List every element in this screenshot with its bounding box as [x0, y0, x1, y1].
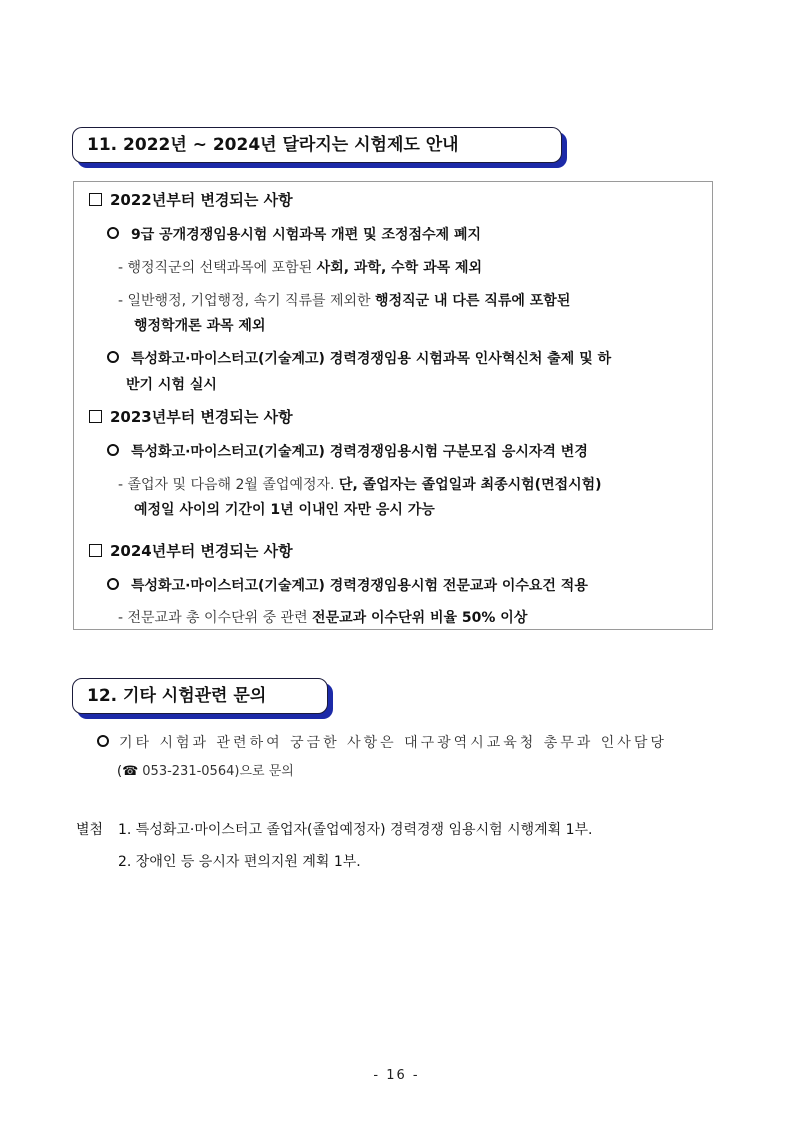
- square-bullet-icon: [89, 193, 102, 206]
- paren-open: (: [117, 764, 123, 779]
- detail-2022-2: [118, 290, 570, 310]
- section-11-title-text: 11. 2022년 ~ 2024년 달라지는 시험제도 안내: [87, 135, 459, 155]
- item-2024-1: [107, 575, 588, 595]
- item-2022-2: [107, 348, 611, 368]
- item-2022-1-text: 9급 공개경쟁임용시험 시험과목 개편 및 조정점수제 폐지: [131, 227, 482, 243]
- heading-2023: [89, 406, 293, 427]
- phone-icon: ☎: [122, 764, 139, 779]
- detail-2023-1: [118, 474, 602, 494]
- square-bullet-icon: [89, 544, 102, 557]
- circle-bullet-icon: [107, 227, 119, 239]
- section-11-title: [72, 127, 562, 163]
- detail-bold-text: 단, 졸업자는 졸업일과 최종시험(면접시험): [338, 477, 602, 493]
- detail-bold-text: 전문교과 이수단위 비율 50% 이상: [312, 610, 528, 626]
- circle-bullet-icon: [97, 735, 109, 747]
- square-bullet-icon: [89, 410, 102, 423]
- item-2022-2-text: 특성화고·마이스터고(기술계고) 경력경쟁임용 시험과목 인사혁신처 출제 및 하: [131, 351, 612, 367]
- detail-text: - 행정직군의 선택과목에 포함된: [118, 260, 317, 276]
- item-2023-1-text: 특성화고·마이스터고(기술계고) 경력경쟁임용시험 구분모집 응시자격 변경: [131, 444, 588, 460]
- attachment-item-2: 2. 장애인 등 응시자 편의지원 계획 1부.: [118, 854, 361, 870]
- detail-text: - 전문교과 총 이수단위 중 관련: [118, 610, 313, 626]
- attachment-item-1: 1. 특성화고·마이스터고 졸업자(졸업예정자) 경력경쟁 임용시험 시행계획 1부.: [118, 822, 593, 838]
- detail-2022-2-cont: 행정학개론 과목 제외: [134, 318, 266, 334]
- detail-bold-text: 사회, 과학, 수학 과목 제외: [316, 260, 483, 276]
- detail-text: - 일반행정, 기업행정, 속기 직류를 제외한: [118, 293, 376, 309]
- contact-line-2: [117, 760, 294, 779]
- detail-2023-1-cont: 예정일 사이의 기간이 1년 이내인 자만 응시 가능: [134, 502, 435, 518]
- heading-2024-text: 2024년부터 변경되는 사항: [110, 542, 293, 560]
- contact-phone-text: 053-231-0564)으로 문의: [142, 764, 294, 779]
- item-2022-1: [107, 224, 481, 244]
- detail-bold-text: 행정직군 내 다른 직류에 포함된: [375, 293, 571, 309]
- section-12-title: [72, 678, 328, 714]
- heading-2022: [89, 189, 293, 210]
- heading-2022-text: 2022년부터 변경되는 사항: [110, 191, 293, 209]
- item-2024-1-text: 특성화고·마이스터고(기술계고) 경력경쟁임용시험 전문교과 이수요건 적용: [131, 578, 588, 594]
- item-2023-1: [107, 441, 588, 461]
- circle-bullet-icon: [107, 351, 119, 363]
- page-number: - 16 -: [373, 1068, 420, 1083]
- contact-line-1: [97, 732, 667, 752]
- detail-2024-1: [118, 607, 527, 627]
- attachment-label: 별첨: [76, 822, 104, 838]
- circle-bullet-icon: [107, 578, 119, 590]
- item-2022-2-cont: 반기 시험 실시: [126, 377, 217, 393]
- circle-bullet-icon: [107, 444, 119, 456]
- detail-2022-1: [118, 257, 482, 277]
- heading-2023-text: 2023년부터 변경되는 사항: [110, 408, 293, 426]
- heading-2024: [89, 540, 293, 561]
- detail-text: - 졸업자 및 다음해 2월 졸업예정자.: [118, 477, 339, 493]
- section-12-title-text: 12. 기타 시험관련 문의: [87, 686, 267, 706]
- contact-text: 기타 시험과 관련하여 궁금한 사항은 대구광역시교육청 총무과 인사담당: [119, 735, 667, 751]
